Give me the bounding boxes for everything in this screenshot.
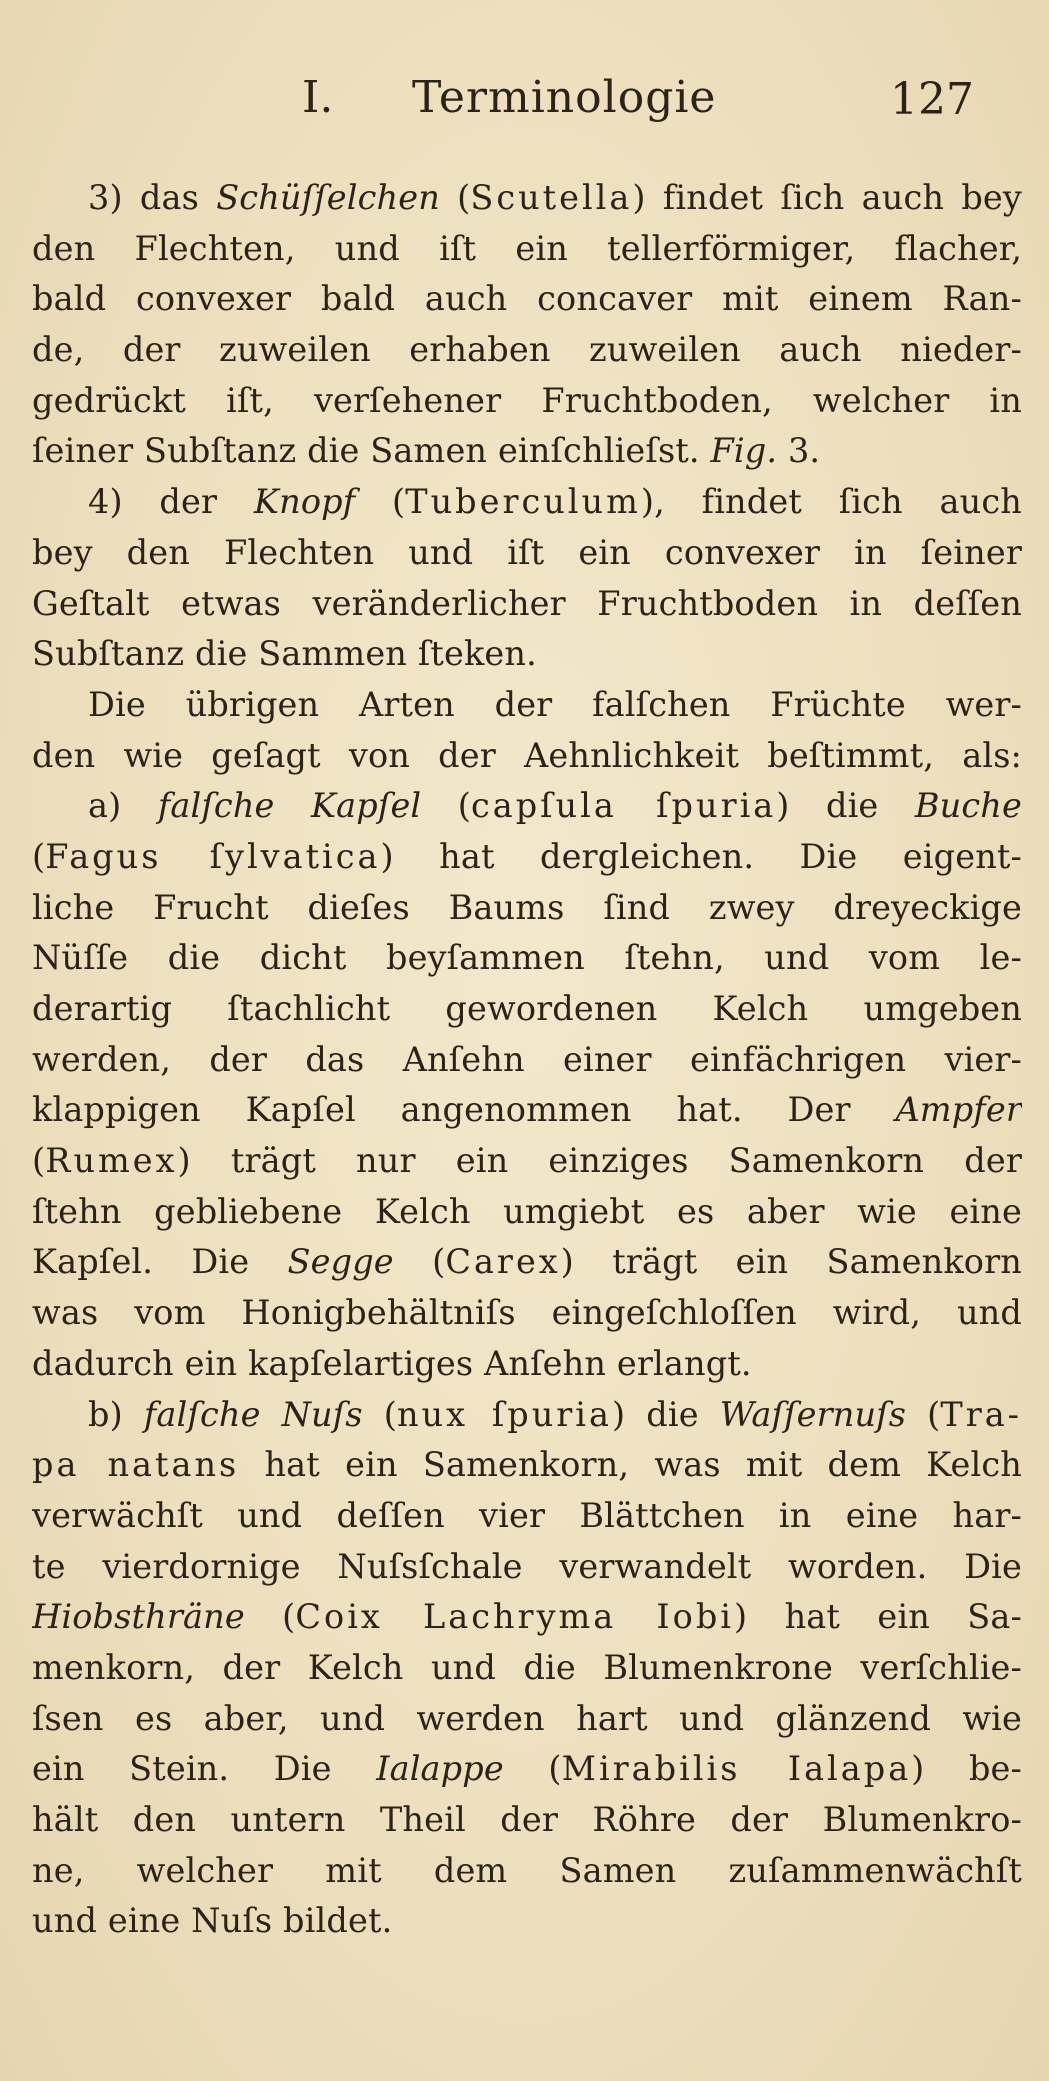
text-line: pa natans hat ein Samenkorn, was mit dem Kelch (32, 1445, 1022, 1485)
text-line: klappigen Kapſel angenommen hat. Der Ampfer (32, 1090, 1022, 1130)
body-text (32, 173, 1022, 1947)
italic-term: Fig. (710, 431, 778, 471)
text-line: 3) das Schüſſelchen (Scutella) findet ſich auch bey (88, 178, 1022, 217)
text-line: (Rumex) trägt nur ein einziges Samenkorn der (32, 1141, 1022, 1181)
italic-term: Ampfer (895, 1090, 1022, 1130)
text-line: Subſtanz die Sammen ſteken. (32, 634, 537, 674)
running-header (0, 72, 1049, 132)
latin-term: Coix Lachryma Iobi (295, 1597, 734, 1637)
text-line: ein Stein. Die Ialappe (Mirabilis Ialapa) be- (32, 1749, 1022, 1789)
text-line: ſtehn gebliebene Kelch umgiebt es aber wie eine (32, 1191, 1022, 1231)
latin-term: pa natans (32, 1445, 240, 1485)
text-line: Hiobsthräne (Coix Lachryma Iobi) hat ein Sa- (32, 1597, 1022, 1637)
italic-term: Ialappe (376, 1749, 504, 1789)
text-line: den Flechten, und iſt ein tellerförmiger, flacher, (32, 228, 1022, 268)
latin-term: Tuberculum (405, 482, 641, 522)
latin-term: nux ſpuria (396, 1394, 612, 1434)
chapter-number: I. (302, 72, 334, 123)
chapter-title: Terminologie (412, 72, 717, 123)
text-line: b) falſche Nuſs (nux ſpuria) die Waſſernuſs (Tra- (88, 1394, 1022, 1434)
italic-term: Hiobsthräne (32, 1597, 245, 1637)
latin-term: Mirabilis Ialapa (561, 1749, 912, 1789)
italic-term: Schüſſelchen (216, 178, 440, 217)
text-line: verwächſt und deſſen vier Blättchen in eine har- (32, 1495, 1022, 1535)
text-line: den wie geſagt von der Aehnlichkeit beſtimmt, als: (32, 735, 1022, 775)
text-line: 4) der Knopf (Tuberculum), findet ſich auch (88, 482, 1022, 522)
latin-term: Scutella (470, 178, 633, 217)
text-line: derartig ſtachlicht gewordenen Kelch umgeben (32, 989, 1022, 1028)
text-line: liche Frucht dieſes Baums ſind zwey dreyeckige (32, 887, 1022, 927)
italic-term: falſche Nuſs (143, 1394, 363, 1434)
latin-term: Fagus ſylvatica (45, 836, 381, 876)
text-line: (Fagus ſylvatica) hat dergleichen. Die eigent- (32, 836, 1022, 876)
text-line: te vierdornige Nuſsſchale verwandelt worden. Die (32, 1546, 1022, 1586)
text-line: gedrückt iſt, verſehener Fruchtboden, welcher in (32, 380, 1022, 420)
text-line: Nüſſe die dicht beyſammen ſtehn, und vom le- (32, 938, 1022, 978)
text-line: was vom Honigbehältniſs eingeſchloſſen wird, und (32, 1293, 1022, 1333)
page-number: 127 (890, 74, 974, 125)
latin-term: capſula ſpuria (470, 786, 777, 826)
text-line: Die übrigen Arten der falſchen Früchte wer- (88, 684, 1022, 724)
text-line: Kapſel. Die Segge (Carex) trägt ein Samenkorn (32, 1242, 1022, 1282)
text-line: a) falſche Kapſel (capſula ſpuria) die Buche (88, 786, 1022, 826)
text-line: dadurch ein kapſelartiges Anſehn erlangt. (32, 1343, 752, 1383)
text-line: de, der zuweilen erhaben zuweilen auch nieder- (32, 330, 1022, 370)
latin-term: Carex (445, 1242, 561, 1282)
italic-term: Waſſernuſs (719, 1394, 907, 1434)
text-line: ne, welcher mit dem Samen zuſammenwächſt (32, 1850, 1022, 1890)
latin-term: Rumex (45, 1141, 178, 1181)
italic-term: Segge (287, 1242, 394, 1282)
latin-term: Tra- (940, 1394, 1022, 1434)
text-line: hält den untern Theil der Röhre der Blumenkro- (32, 1800, 1022, 1839)
italic-term: Knopf (253, 482, 356, 522)
text-line: werden, der das Anſehn einer einfächrigen vier- (32, 1039, 1022, 1079)
text-line: ſeiner Subſtanz die Samen einſchlieſst. Fig. 3. (32, 431, 821, 471)
italic-term: Buche (914, 786, 1022, 826)
text-line: Geſtalt etwas veränderlicher Fruchtboden in deſſen (32, 583, 1022, 623)
text-line: bey den Flechten und iſt ein convexer in ſeiner (32, 532, 1022, 572)
text-line: ſsen es aber, und werden hart und glänzend wie (32, 1698, 1022, 1738)
text-line: bald convexer bald auch concaver mit einem Ran- (32, 279, 1022, 319)
italic-term: falſche Kapſel (157, 786, 422, 826)
text-line: und eine Nuſs bildet. (32, 1901, 393, 1941)
text-line: menkorn, der Kelch und die Blumenkrone verſchlie- (32, 1647, 1022, 1687)
